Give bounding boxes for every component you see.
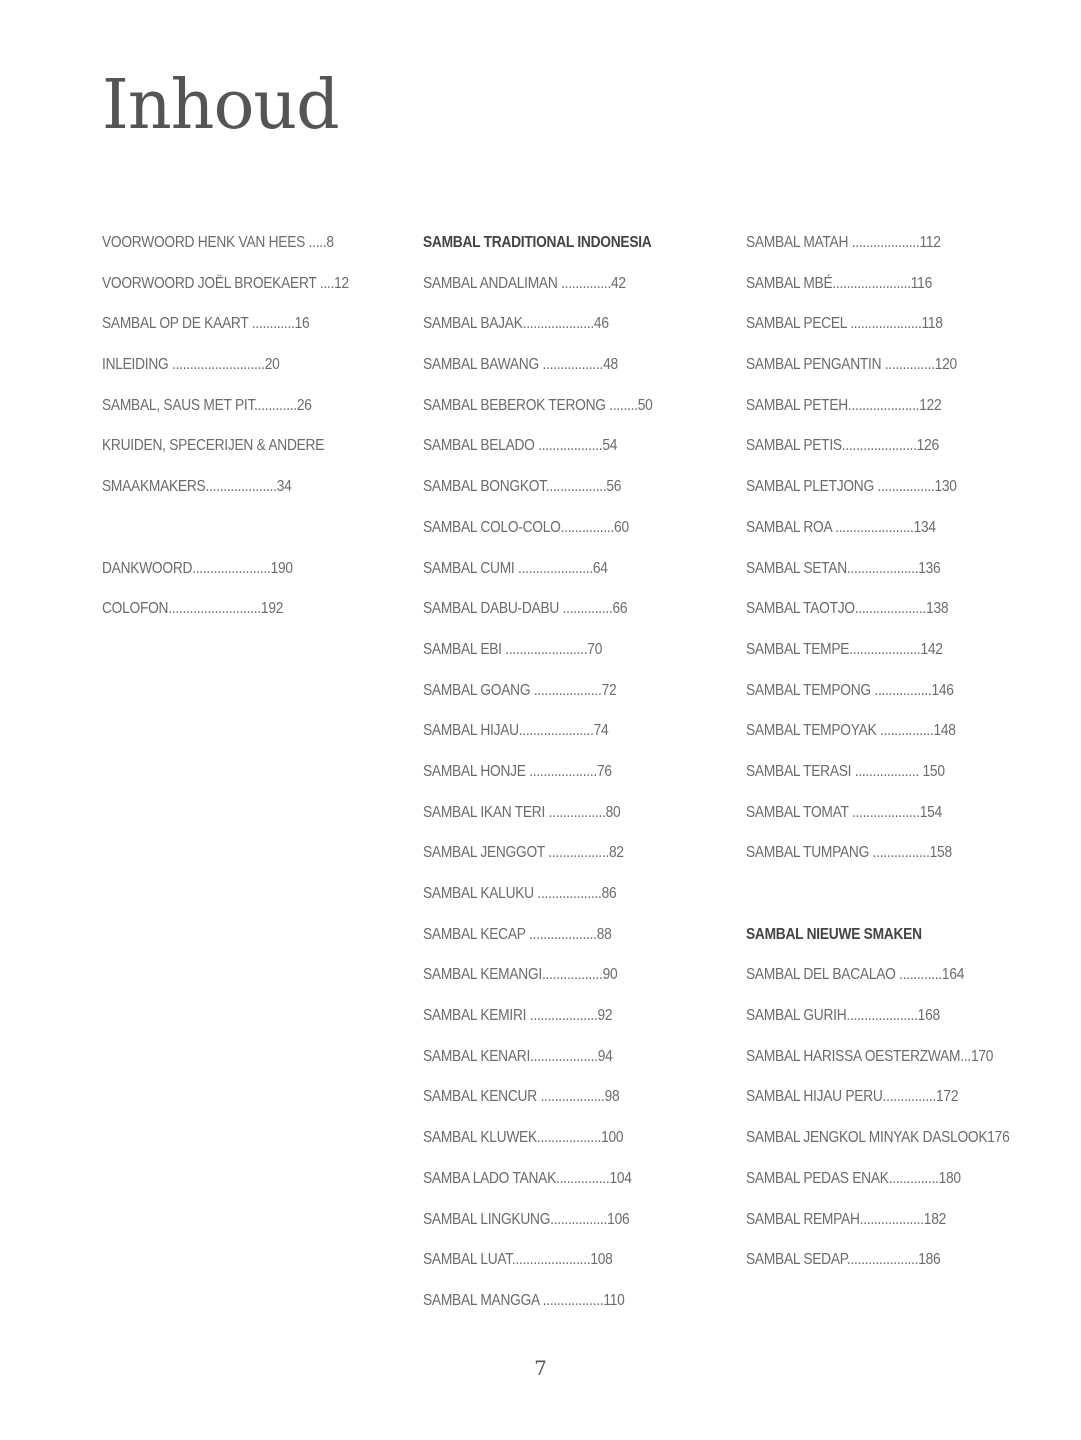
toc-entry[interactable]: SAMBA LADO TANAK...............104 xyxy=(423,1169,632,1187)
toc-entry[interactable]: SAMBAL MBÉ......................116 xyxy=(746,274,932,292)
toc-entry[interactable]: SAMBAL KEMANGI.................90 xyxy=(423,966,618,984)
toc-entry[interactable]: SAMBAL PENGANTIN ..............120 xyxy=(746,356,957,374)
toc-entry[interactable]: SAMBAL SETAN....................136 xyxy=(746,559,941,577)
page-number: 7 xyxy=(534,1356,547,1380)
toc-entry[interactable]: COLOFON..........................192 xyxy=(102,600,284,618)
toc-entry[interactable]: VOORWOORD HENK VAN HEES .....8 xyxy=(102,234,334,251)
toc-column-3 xyxy=(746,231,1008,1289)
toc-entry[interactable]: SAMBAL KALUKU ..................86 xyxy=(423,885,617,902)
toc-entry[interactable]: SAMBAL MANGGA .................110 xyxy=(423,1291,625,1309)
toc-entry[interactable]: SAMBAL BONGKOT.................56 xyxy=(423,478,622,496)
toc-entry[interactable]: SAMBAL REMPAH..................182 xyxy=(746,1210,946,1228)
toc-column-2 xyxy=(423,231,685,1330)
toc-entry[interactable]: SAMBAL TEMPOYAK ...............148 xyxy=(746,722,956,740)
toc-entry[interactable]: SAMBAL MATAH ...................112 xyxy=(746,234,941,251)
toc-column-1 xyxy=(102,231,362,638)
toc-entry[interactable]: SAMBAL KENARI...................94 xyxy=(423,1047,613,1065)
toc-entry[interactable]: SAMBAL COLO-COLO...............60 xyxy=(423,518,629,536)
toc-entry[interactable]: SAMBAL HIJAU PERU...............172 xyxy=(746,1088,959,1106)
toc-entry[interactable]: DANKWOORD......................190 xyxy=(102,559,293,577)
toc-section-header: SAMBAL NIEUWE SMAKEN xyxy=(746,925,922,943)
toc-entry[interactable]: SAMBAL BEBEROK TERONG ........50 xyxy=(423,396,653,414)
toc-entry[interactable]: SAMBAL LINGKUNG................106 xyxy=(423,1210,630,1228)
toc-entry[interactable]: SMAAKMAKERS....................34 xyxy=(102,478,292,496)
toc-entry[interactable]: SAMBAL DABU-DABU ..............66 xyxy=(423,600,628,618)
toc-entry[interactable]: SAMBAL BAJAK....................46 xyxy=(423,315,609,333)
toc-entry[interactable]: SAMBAL ANDALIMAN ..............42 xyxy=(423,274,626,292)
toc-spacer xyxy=(746,882,1007,923)
toc-entry[interactable]: SAMBAL CUMI .....................64 xyxy=(423,559,608,577)
toc-entry[interactable]: SAMBAL HARISSA OESTERZWAM...170 xyxy=(746,1047,994,1065)
toc-entry[interactable]: SAMBAL TOMAT ...................154 xyxy=(746,803,942,821)
toc-entry[interactable]: VOORWOORD JOËL BROEKAERT ....12 xyxy=(102,274,349,292)
toc-entry[interactable]: SAMBAL TEMPONG ................146 xyxy=(746,681,954,699)
toc-entry[interactable]: SAMBAL PEDAS ENAK..............180 xyxy=(746,1169,961,1187)
toc-entry[interactable]: SAMBAL EBI .......................70 xyxy=(423,640,603,658)
toc-entry[interactable]: KRUIDEN, SPECERIJEN & ANDERE xyxy=(102,437,325,455)
toc-entry[interactable]: SAMBAL HONJE ...................76 xyxy=(423,762,612,780)
toc-entry[interactable]: SAMBAL TEMPE....................142 xyxy=(746,640,943,658)
toc-entry[interactable]: SAMBAL JENGGOT .................82 xyxy=(423,844,624,862)
toc-entry[interactable]: SAMBAL HIJAU.....................74 xyxy=(423,722,609,740)
toc-spacer xyxy=(102,516,361,557)
toc-entry[interactable]: SAMBAL KENCUR ..................98 xyxy=(423,1088,620,1106)
toc-entry[interactable]: SAMBAL TUMPANG ................158 xyxy=(746,844,952,862)
toc-entry[interactable]: SAMBAL PLETJONG ................130 xyxy=(746,478,957,496)
toc-entry[interactable]: SAMBAL, SAUS MET PIT............26 xyxy=(102,396,312,414)
toc-entry[interactable]: SAMBAL PETIS.....................126 xyxy=(746,437,939,455)
toc-entry[interactable]: SAMBAL TERASI .................. 150 xyxy=(746,762,945,780)
toc-entry[interactable]: SAMBAL KEMIRI ...................92 xyxy=(423,1007,613,1025)
toc-entry[interactable]: SAMBAL BELADO ..................54 xyxy=(423,437,618,455)
toc-entry[interactable]: SAMBAL IKAN TERI ................80 xyxy=(423,803,621,821)
toc-entry[interactable]: INLEIDING ..........................20 xyxy=(102,356,280,374)
toc-entry[interactable]: SAMBAL PETEH....................122 xyxy=(746,396,942,414)
toc-entry[interactable]: SAMBAL ROA ......................134 xyxy=(746,518,936,536)
toc-entry[interactable]: SAMBAL PECEL ....................118 xyxy=(746,315,943,333)
toc-entry[interactable]: SAMBAL JENGKOL MINYAK DASLOOK176 xyxy=(746,1129,1010,1147)
toc-entry[interactable]: SAMBAL LUAT......................108 xyxy=(423,1251,613,1269)
toc-entry[interactable]: SAMBAL SEDAP....................186 xyxy=(746,1251,941,1269)
toc-entry[interactable]: SAMBAL DEL BACALAO ............164 xyxy=(746,966,965,984)
toc-entry[interactable]: SAMBAL KECAP ...................88 xyxy=(423,925,612,943)
toc-entry[interactable]: SAMBAL KLUWEK..................100 xyxy=(423,1129,624,1147)
toc-entry[interactable]: SAMBAL TAOTJO....................138 xyxy=(746,600,949,618)
toc-entry[interactable]: SAMBAL BAWANG .................48 xyxy=(423,356,618,374)
page-title: Inhoud xyxy=(102,66,339,145)
toc-entry[interactable]: SAMBAL GOANG ...................72 xyxy=(423,681,617,699)
toc-section-header: SAMBAL TRADITIONAL INDONESIA xyxy=(423,234,652,251)
toc-entry[interactable]: SAMBAL GURIH....................168 xyxy=(746,1007,940,1025)
toc-entry[interactable]: SAMBAL OP DE KAART ............16 xyxy=(102,315,310,333)
